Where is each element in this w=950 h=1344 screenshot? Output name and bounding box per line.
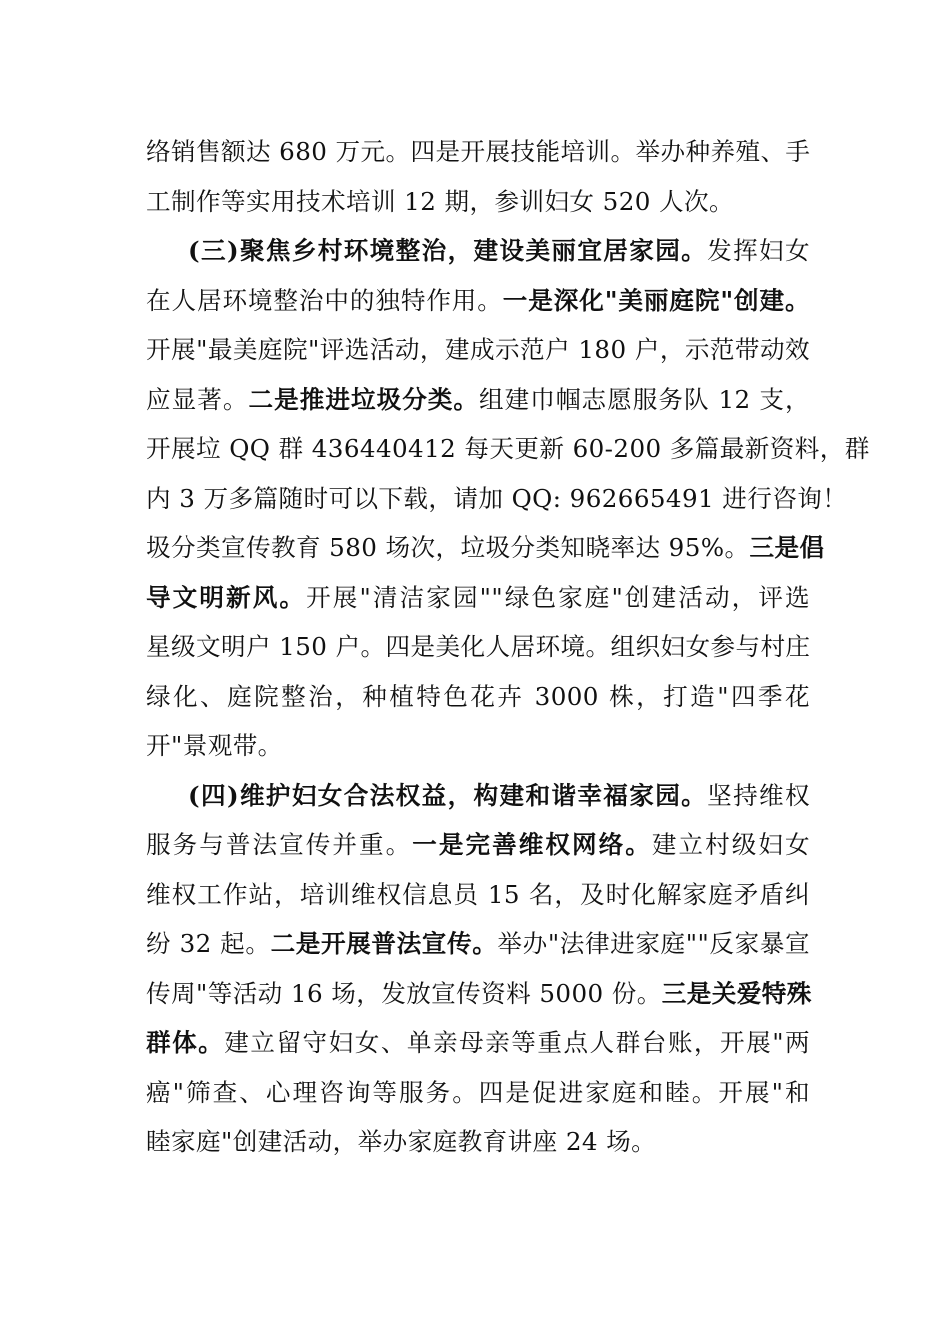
bold-text: (三)聚焦乡村环境整治，建设美丽宜居家园。 — [188, 236, 708, 265]
text-line — [146, 424, 870, 474]
text-run: 络销售额达 680 万元。四是开展技能培训。举办种养殖、手 — [146, 137, 811, 166]
text-run: 坚持维权 — [707, 780, 810, 810]
text-line — [146, 325, 810, 375]
text-run: 传周"等活动 16 场，发放宣传资料 5000 份。 — [146, 978, 662, 1008]
text-run: 绿化、庭院整治，种植特色花卉 3000 株，打造"四季花 — [146, 681, 810, 711]
text-line — [146, 870, 810, 920]
text-line — [146, 622, 810, 672]
body-text — [146, 127, 870, 1167]
text-run: 维权工作站，培训维权信息员 15 名，及时化解家庭矛盾纠 — [146, 879, 810, 909]
text-line — [146, 721, 810, 771]
text-run: 服务与普法宣传并重。 — [146, 830, 413, 859]
text-run: 组建巾帼志愿服务队 12 支， — [479, 384, 810, 414]
bold-text: 导文明新风。 — [146, 582, 307, 612]
text-run: 开"景观带。 — [146, 731, 283, 760]
bold-text: 一是完善维权网络。 — [412, 830, 652, 859]
text-line — [146, 127, 810, 177]
text-run: 开展"清洁家园""绿色家庭"创建活动，评选 — [306, 582, 811, 612]
text-line — [146, 226, 810, 276]
text-run: 举办"法律进家庭""反家暴宣 — [497, 929, 810, 958]
text-line — [146, 177, 810, 227]
text-run: 纷 32 起。 — [146, 929, 271, 958]
bold-text: 一是深化"美丽庭院"创建。 — [502, 285, 810, 315]
bold-text: 二是开展普法宣传。 — [270, 929, 498, 958]
text-run: 癌"筛查、心理咨询等服务。四是促进家庭和睦。开展"和 — [146, 1077, 810, 1107]
text-run: 在人居环境整治中的独特作用。 — [146, 285, 503, 315]
text-run: 应显著。 — [146, 384, 249, 414]
text-line — [146, 276, 810, 326]
text-run: 星级文明户 150 户。四是美化人居环境。组织妇女参与村庄 — [146, 632, 811, 661]
text-line — [146, 1018, 810, 1068]
text-run: 建立村级妇女 — [651, 830, 810, 859]
text-run: 开展"最美庭院"评选活动，建成示范户 180 户，示范带动效 — [146, 335, 810, 364]
text-run: 工制作等实用技术培训 12 期，参训妇女 520 人次。 — [146, 186, 734, 216]
text-line — [146, 1117, 810, 1167]
text-line — [146, 573, 810, 623]
text-line — [146, 771, 810, 821]
text-line — [146, 672, 810, 722]
bold-text: 三是关爱特殊 — [661, 978, 812, 1008]
text-run: 圾分类宣传教育 580 场次，垃圾分类知晓率达 95%。 — [146, 533, 750, 562]
text-run: 内 3 万多篇随时可以下载，请加 QQ: 962665491 进行咨询！ — [146, 483, 848, 513]
text-line — [146, 820, 810, 870]
bold-text: (四)维护妇女合法权益，构建和谐幸福家园。 — [188, 780, 708, 810]
text-line — [146, 375, 810, 425]
text-run: 开展垃 QQ 群 436440412 每天更新 60-200 多篇最新资料，群 — [146, 434, 870, 463]
text-line — [146, 1068, 810, 1118]
text-run: 睦家庭"创建活动，举办家庭教育讲座 24 场。 — [146, 1127, 657, 1156]
bold-text: 二是推进垃圾分类。 — [248, 384, 480, 414]
text-line — [146, 919, 810, 969]
text-run: 发挥妇女 — [707, 236, 810, 265]
bold-text: 三是倡 — [749, 533, 825, 562]
text-line — [146, 969, 810, 1019]
text-run: 建立留守妇女、单亲母亲等重点人群台账，开展"两 — [224, 1028, 811, 1057]
bold-text: 群体。 — [146, 1028, 225, 1057]
text-line — [146, 523, 825, 573]
text-line — [146, 474, 848, 524]
